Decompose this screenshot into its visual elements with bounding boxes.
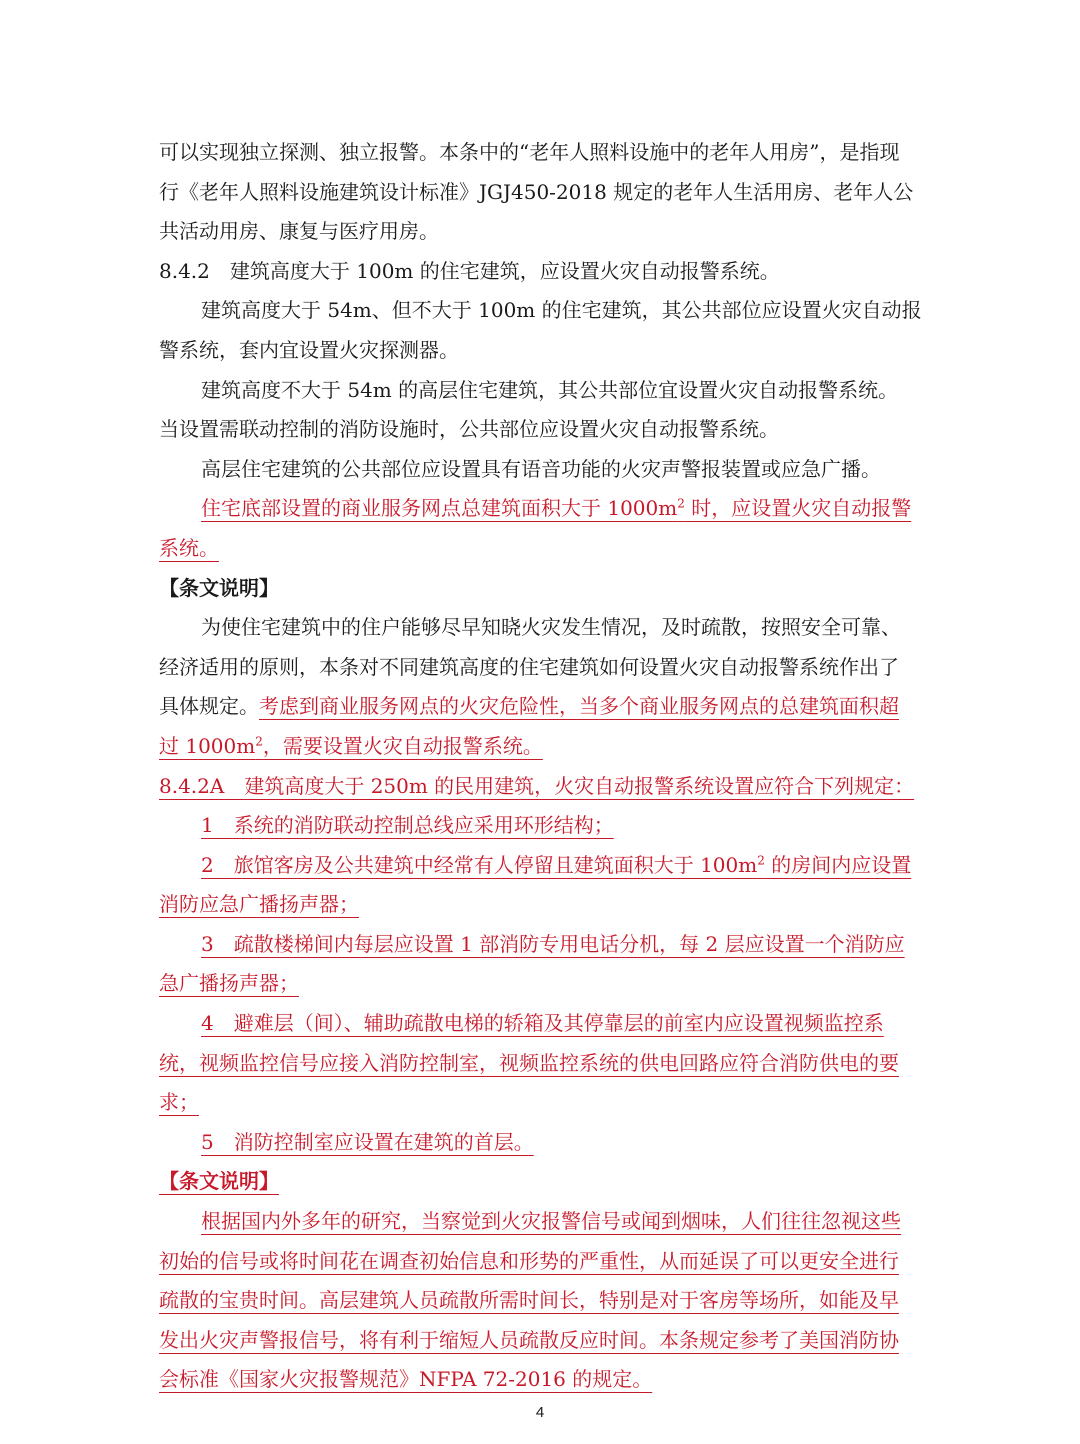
revised-text: 8.4.2A 建筑高度大于 250m 的民用建筑，火灾自动报警系统设置应符合下列规定： xyxy=(159,773,915,798)
page-number: 4 xyxy=(535,1404,545,1421)
revised-text-line xyxy=(159,1360,949,1400)
revised-text: 4 避难层（间）、辅助疏散电梯的轿箱及其停靠层的前室内应设置视频监控系 xyxy=(201,1011,884,1036)
list-item xyxy=(159,1004,949,1044)
revised-text: 系统。 xyxy=(159,535,219,560)
text-line: 共活动用房、康复与医疗用房。 xyxy=(159,219,439,244)
list-item-continuation xyxy=(159,964,949,1004)
clause-8-4-2a-heading xyxy=(159,767,949,807)
list-item xyxy=(159,846,949,886)
revised-text: 统，视频监控信号应接入消防控制室，视频监控系统的供电回路应符合消防供电的要 xyxy=(159,1050,899,1075)
revised-text-line xyxy=(159,1281,949,1321)
revised-text-line xyxy=(159,1321,949,1361)
revised-text: 1 系统的消防联动控制总线应采用环形结构； xyxy=(201,813,614,838)
revised-text: 5 消防控制室应设置在建筑的首层。 xyxy=(201,1129,534,1154)
revised-text: 考虑到商业服务网点的火灾危险性，当多个商业服务网点的总建筑面积超 xyxy=(259,694,899,719)
revised-text-line xyxy=(159,1242,949,1282)
revised-text: 初始的信号或将时间花在调查初始信息和形势的严重性，从而延误了可以更安全进行 xyxy=(159,1248,899,1273)
text-line: 行《老年人照料设施建筑设计标准》JGJ450-2018 规定的老年人生活用房、老年人公 xyxy=(159,179,914,204)
text-segment: 具体规定。 xyxy=(159,694,259,719)
revised-text: 急广播扬声器； xyxy=(159,971,299,996)
revised-text: 消防应急广播扬声器； xyxy=(159,892,359,917)
text-line: 建筑高度大于 54m、但不大于 100m 的住宅建筑，其公共部位应设置火灾自动报 xyxy=(201,298,922,323)
list-item xyxy=(159,806,949,846)
list-item-continuation xyxy=(159,1044,949,1084)
text-line: 当设置需联动控制的消防设施时，公共部位应设置火灾自动报警系统。 xyxy=(159,417,779,442)
text-line: 建筑高度不大于 54m 的高层住宅建筑，其公共部位宜设置火灾自动报警系统。 xyxy=(201,377,899,402)
text-line: 可以实现独立探测、独立报警。本条中的“老年人照料设施中的老年人用房”，是指现 xyxy=(159,140,900,164)
revised-text: 疏散的宝贵时间。高层建筑人员疏散所需时间长，特别是对于客房等场所，如能及早 xyxy=(159,1288,899,1313)
revised-text: 2 旅馆客房及公共建筑中经常有人停留且建筑面积大于 $100m^2$ 的房间内应设置 xyxy=(201,852,912,877)
revised-text-line xyxy=(159,727,949,767)
revised-text: 发出火灾声警报信号，将有利于缩短人员疏散反应时间。本条规定参考了美国消防协 xyxy=(159,1327,899,1352)
explanation-heading: 【条文说明】 xyxy=(159,575,279,600)
document-body xyxy=(159,133,949,1400)
text-line: 经济适用的原则，本条对不同建筑高度的住宅建筑如何设置火灾自动报警系统作出了 xyxy=(159,654,899,679)
revised-text: 求； xyxy=(159,1090,199,1115)
text-line: 高层住宅建筑的公共部位应设置具有语音功能的火灾声警报装置或应急广播。 xyxy=(201,456,881,481)
revised-text-line xyxy=(159,489,949,529)
list-item-continuation xyxy=(159,1083,949,1123)
list-item xyxy=(159,925,949,965)
list-item xyxy=(159,1123,949,1163)
mixed-text-line xyxy=(159,687,949,727)
text-line: 警系统，套内宜设置火灾探测器。 xyxy=(159,337,459,362)
revised-text-line xyxy=(159,529,949,569)
text-line: 为使住宅建筑中的住户能够尽早知晓火灾发生情况，及时疏散，按照安全可靠、 xyxy=(201,615,901,640)
revised-text: 过 $1000m^2$，需要设置火灾自动报警系统。 xyxy=(159,733,543,758)
revised-text: 【条文说明】 xyxy=(159,1169,279,1194)
clause-8-4-2-heading: 8.4.2 建筑高度大于 100m 的住宅建筑，应设置火灾自动报警系统。 xyxy=(159,258,780,283)
list-item-continuation xyxy=(159,885,949,925)
revised-text: 住宅底部设置的商业服务网点总建筑面积大于 $1000m^2$ 时，应设置火灾自动报警 xyxy=(201,496,912,521)
revised-text: 会标准《国家火灾报警规范》NFPA 72-2016 的规定。 xyxy=(159,1367,653,1392)
revised-text: 根据国内外多年的研究，当察觉到火灾报警信号或闻到烟味，人们往往忽视这些 xyxy=(201,1209,901,1234)
explanation-heading xyxy=(159,1162,949,1202)
revised-text: 3 疏散楼梯间内每层应设置 1 部消防专用电话分机，每 2 层应设置一个消防应 xyxy=(201,931,905,956)
revised-text-line xyxy=(159,1202,949,1242)
